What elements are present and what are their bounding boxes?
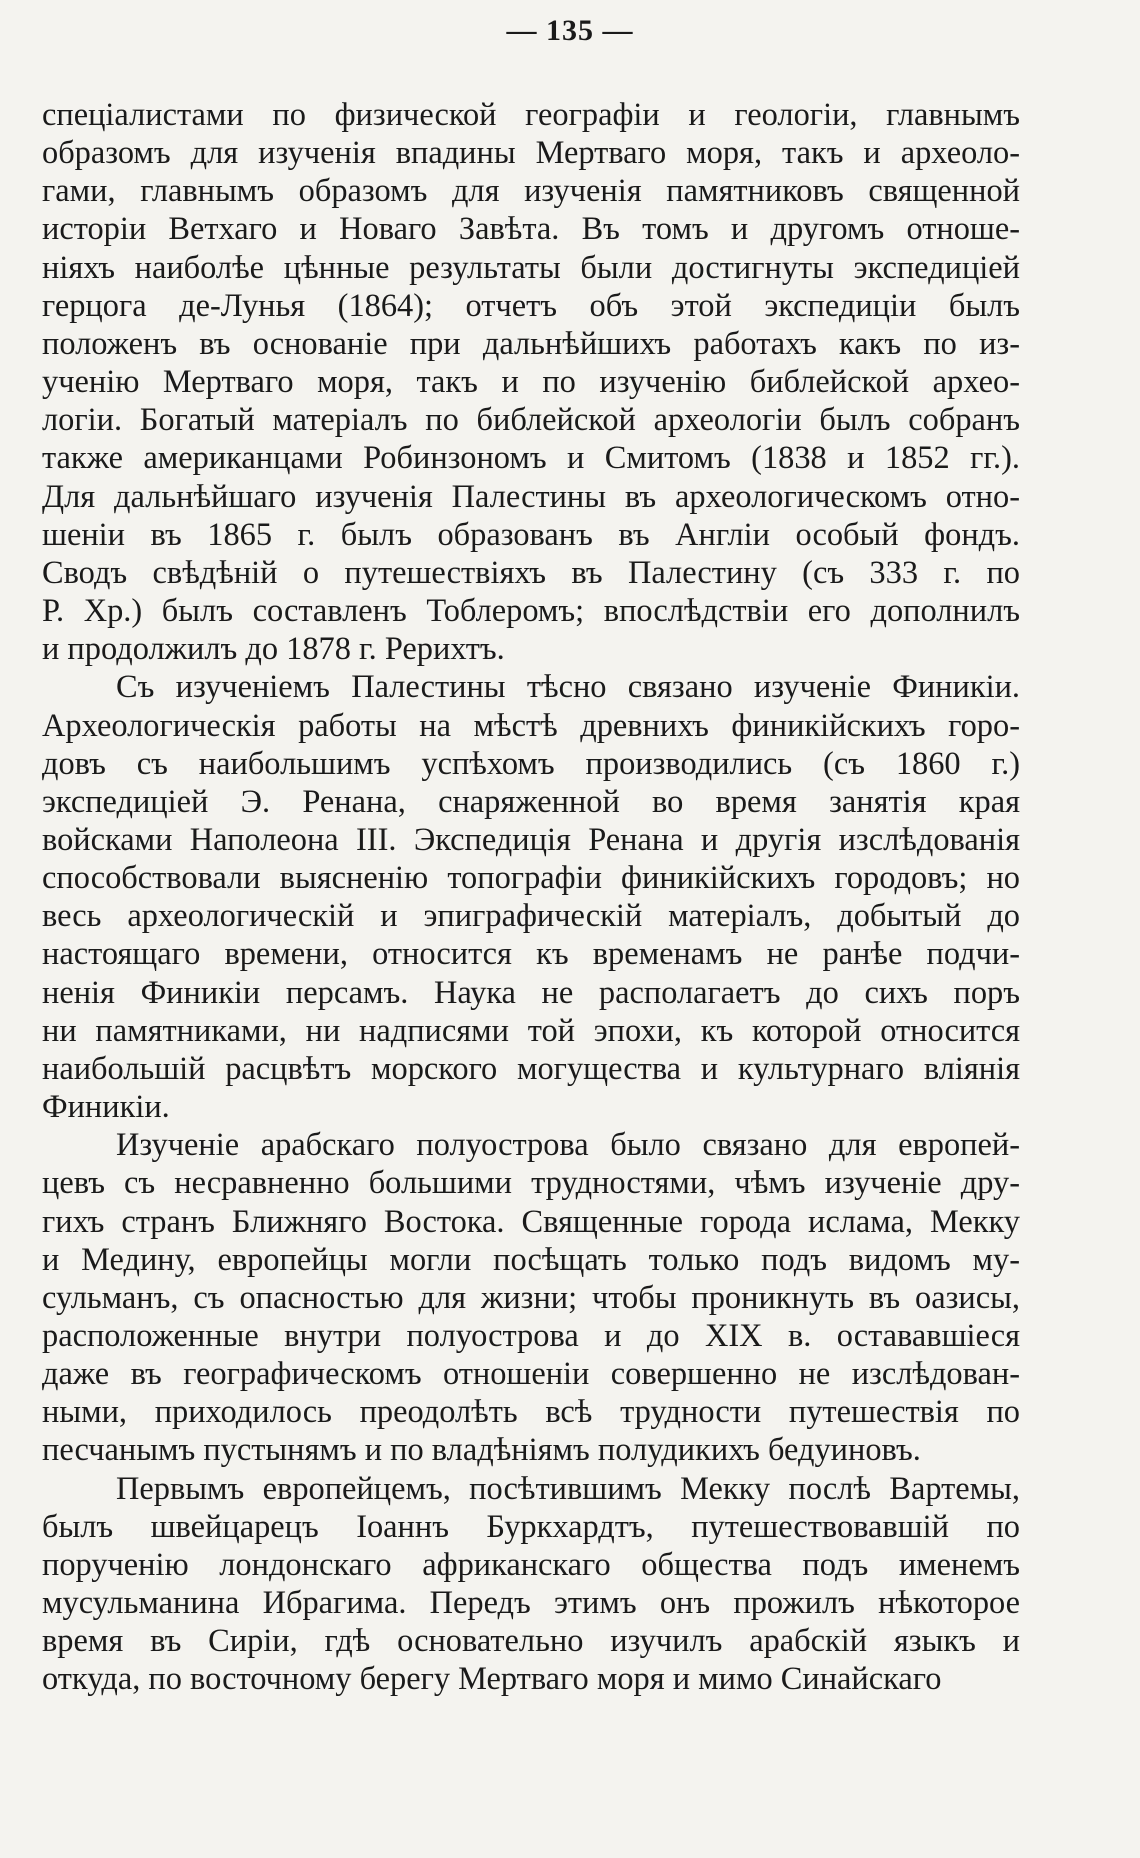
text-line: весь археологическій и эпиграфическій матеріалъ, добытый до xyxy=(42,898,1020,935)
text-line: спеціалистами по физической географіи и геологіи, главнымъ xyxy=(42,97,1020,133)
text-line: экспедиціей Э. Ренана, снаряженной во время занятія края xyxy=(42,783,1020,820)
text-line: расположенные внутри полуострова и до XIX в. остававшіеся xyxy=(42,1318,1020,1354)
text-line: откуда, по восточному берегу Мертваго моря и мимо Синайскаго xyxy=(42,1661,942,1698)
text-line: положенъ въ основаніе при дальнѣйшихъ работахъ какъ по из- xyxy=(42,325,1020,362)
paragraph xyxy=(42,1126,1020,1469)
text-line: Финикіи. xyxy=(42,1089,170,1126)
text-line: настоящаго времени, относится къ временамъ не ранѣе подчи- xyxy=(42,936,1020,973)
text-line: мусульманина Ибрагима. Передъ этимъ онъ прожилъ нѣкоторое xyxy=(42,1585,1020,1622)
text-line: гихъ странъ Ближняго Востока. Священные города ислама, Мекку xyxy=(42,1203,1020,1240)
text-line: Съ изученіемъ Палестины тѣсно связано изученіе Финикіи. xyxy=(116,669,1020,706)
text-line: и Медину, европейцы могли посѣщать только подъ видомъ му- xyxy=(42,1241,1020,1278)
text-line: и продолжилъ до 1878 г. Рерихтъ. xyxy=(42,631,505,668)
text-line: исторіи Ветхаго и Новаго Завѣта. Въ томъ и другомъ отноше- xyxy=(42,211,1020,248)
text-line: способствовали выясненію топографіи финикійскихъ городовъ; но xyxy=(42,860,1020,897)
text-line: Первымъ европейцемъ, посѣтившимъ Мекку послѣ Вартемы, xyxy=(116,1470,1020,1507)
text-line: Археологическія работы на мѣстѣ древнихъ финикійскихъ горо- xyxy=(42,707,1020,744)
paragraph xyxy=(42,1470,1020,1699)
paragraph xyxy=(42,668,1020,1126)
text-line: цевъ съ несравненно большими трудностями, чѣмъ изученіе дру- xyxy=(42,1165,1020,1202)
text-line: ными, приходилось преодолѣть всѣ трудности путешествія по xyxy=(42,1394,1020,1431)
text-line: даже въ географическомъ отношеніи совершенно не изслѣдован- xyxy=(42,1356,1020,1393)
text-line: образомъ для изученія впадины Мертваго моря, такъ и археоло- xyxy=(42,135,1020,172)
text-line: довъ съ наибольшимъ успѣхомъ производились (съ 1860 г.) xyxy=(42,745,1020,782)
text-line: ненія Финикіи персамъ. Наука не располагаетъ до сихъ поръ xyxy=(42,974,1020,1011)
text-line: Сводъ свѣдѣній о путешествіяхъ въ Палестину (съ 333 г. по xyxy=(42,554,1020,591)
body-text xyxy=(42,96,1020,1699)
text-line: войсками Наполеона III. Экспедиція Ренана и другія изслѣдованія xyxy=(42,821,1020,858)
text-line: время въ Сиріи, гдѣ основательно изучилъ арабскій языкъ и xyxy=(42,1623,1020,1660)
text-line: песчанымъ пустынямъ и по владѣніямъ полудикихъ бедуиновъ. xyxy=(42,1432,921,1469)
text-line: Р. Хр.) былъ составленъ Тоблеромъ; впослѣдствіи его дополнилъ xyxy=(42,593,1020,630)
text-line: наибольшій расцвѣтъ морского могущества и культурнаго вліянія xyxy=(42,1050,1020,1087)
text-line: порученію лондонскаго африканскаго общества подъ именемъ xyxy=(42,1546,1020,1583)
text-line: Изученіе арабскаго полуострова было связано для европей- xyxy=(116,1127,1020,1164)
text-line: Для дальнѣйшаго изученія Палестины въ археологическомъ отно- xyxy=(42,478,1020,515)
paragraph xyxy=(42,96,1020,668)
text-line: ни памятниками, ни надписями той эпохи, къ которой относится xyxy=(42,1012,1020,1049)
text-line: гами, главнымъ образомъ для изученія памятниковъ священной xyxy=(42,173,1020,210)
page-number: — 135 — xyxy=(506,14,634,47)
text-line: ніяхъ наиболѣе цѣнные результаты были достигнуты экспедиціей xyxy=(42,249,1020,286)
text-line: шеніи въ 1865 г. былъ образованъ въ Англіи особый фондъ. xyxy=(42,516,1020,553)
text-line: сульманъ, съ опасностью для жизни; чтобы проникнуть въ оазисы, xyxy=(42,1279,1020,1316)
text-line: былъ швейцарецъ Іоаннъ Буркхардтъ, путешествовавшій по xyxy=(42,1508,1020,1545)
text-line: герцога де-Лунья (1864); отчетъ объ этой экспедиціи былъ xyxy=(42,287,1020,324)
text-line: ученію Мертваго моря, такъ и по изученію библейской архео- xyxy=(42,364,1020,401)
text-line: логіи. Богатый матеріалъ по библейской археологіи былъ собранъ xyxy=(42,402,1020,439)
text-line: также американцами Робинзономъ и Смитомъ (1838 и 1852 гг.). xyxy=(42,440,1020,477)
